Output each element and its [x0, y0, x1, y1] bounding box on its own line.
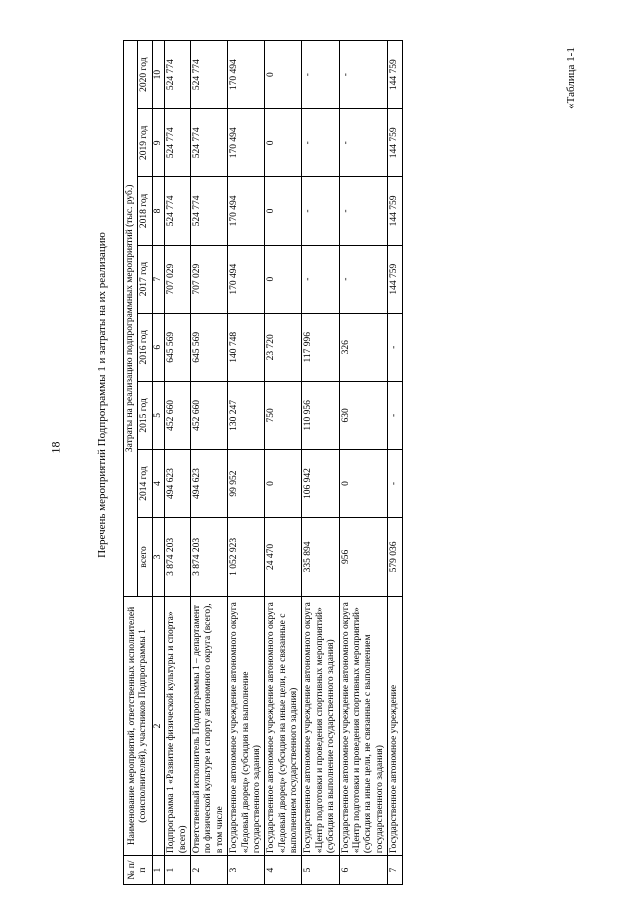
row-number: 1 [165, 856, 191, 885]
header-year: 2016 год [138, 313, 152, 381]
column-number: 8 [152, 177, 164, 245]
row-total: 24 470 [265, 518, 302, 597]
row-value: 170 494 [228, 177, 265, 245]
header-year: 2015 год [138, 381, 152, 449]
header-name: Наименование мероприятий, ответственных исполнителей (соисполнителей), участников Подпрограммы 1 [124, 596, 153, 855]
row-value: 494 623 [190, 449, 227, 517]
column-number: 2 [152, 596, 164, 855]
header-year: 2020 год [138, 41, 152, 109]
column-number: 5 [152, 381, 164, 449]
column-number: 6 [152, 313, 164, 381]
row-value: 645 569 [190, 313, 227, 381]
row-value: 524 774 [190, 41, 227, 109]
row-number: 2 [190, 856, 227, 885]
row-total: 1 052 923 [228, 518, 265, 597]
row-value: - [388, 449, 402, 517]
row-value: 23 720 [265, 313, 302, 381]
row-value: - [388, 381, 402, 449]
row-value: 117 996 [302, 313, 339, 381]
row-value: - [302, 109, 339, 177]
row-name: Государственное автономное учреждение автономного округа «Ледовый дворец» (субсидия на выполнение государственного задания) [228, 596, 265, 855]
row-number: 7 [388, 856, 402, 885]
row-name: Подпрограмма 1 «Развитие физической культуры и спорта» (всего) [165, 596, 191, 855]
row-value: 0 [339, 449, 388, 517]
row-value: 0 [265, 109, 302, 177]
row-value: - [302, 41, 339, 109]
row-value: - [302, 245, 339, 313]
expenses-table [123, 40, 403, 885]
header-costs: Затраты на реализацию подпрограммных мероприятий (тыс. руб.) [124, 41, 138, 597]
header-year: 2014 год [138, 449, 152, 517]
row-value: 707 029 [165, 245, 191, 313]
row-value: 750 [265, 381, 302, 449]
row-value: 110 956 [302, 381, 339, 449]
row-value: 170 494 [228, 41, 265, 109]
row-value: 106 942 [302, 449, 339, 517]
row-value: - [388, 313, 402, 381]
row-value: 524 774 [190, 177, 227, 245]
row-number: 5 [302, 856, 339, 885]
row-number: 6 [339, 856, 388, 885]
row-name: Ответственный исполнитель Подпрограммы 1 – департамент по физической культуре и спорту автономного округа (всего), в том числе [190, 596, 227, 855]
header-no: № п/п [124, 856, 153, 885]
row-number: 4 [265, 856, 302, 885]
row-value: 144 759 [388, 245, 402, 313]
table-row [165, 41, 191, 885]
row-value: 524 774 [165, 41, 191, 109]
row-name: Государственное автономное учреждение автономного округа «Центр подготовки и проведения спортивных мероприятий» (субсидия на выполнение государственного задания) [302, 596, 339, 855]
row-total: 3 874 203 [165, 518, 191, 597]
row-value: 144 759 [388, 41, 402, 109]
header-year: 2018 год [138, 177, 152, 245]
column-number: 3 [152, 518, 164, 597]
table-row [302, 41, 339, 885]
row-value: 144 759 [388, 177, 402, 245]
table-row [339, 41, 388, 885]
row-value: 452 660 [190, 381, 227, 449]
column-number: 9 [152, 109, 164, 177]
row-value: 130 247 [228, 381, 265, 449]
header-year: 2019 год [138, 109, 152, 177]
row-value: - [339, 245, 388, 313]
row-name: Государственное автономное учреждение автономного округа «Центр подготовки и проведения спортивных мероприятий» (субсидия на иные цели, не связанные с выполнением государственного задания) [339, 596, 388, 855]
row-value: 452 660 [165, 381, 191, 449]
row-value: 140 748 [228, 313, 265, 381]
row-total: 335 894 [302, 518, 339, 597]
row-value: 170 494 [228, 109, 265, 177]
table-row [228, 41, 265, 885]
column-number-row [152, 41, 164, 885]
column-number: 7 [152, 245, 164, 313]
page-number: 18 [48, 441, 63, 454]
rotated-table-area [95, 0, 615, 895]
row-value: - [339, 109, 388, 177]
row-value: 630 [339, 381, 388, 449]
header-year: 2017 год [138, 245, 152, 313]
column-number: 4 [152, 449, 164, 517]
table-reference: «Таблица 1-1 [565, 47, 577, 109]
table-row [388, 41, 402, 885]
table-row [265, 41, 302, 885]
row-value: 170 494 [228, 245, 265, 313]
column-number: 10 [152, 41, 164, 109]
row-number: 3 [228, 856, 265, 885]
row-total: 579 036 [388, 518, 402, 597]
row-value: 144 759 [388, 109, 402, 177]
table-row [190, 41, 227, 885]
row-value: - [302, 177, 339, 245]
row-value: 524 774 [190, 109, 227, 177]
header-total: всего [138, 518, 152, 597]
row-name: Государственное автономное учреждение автономного округа «Ледовый дворец» (субсидия на иные цели, не связанные с выполнением государственного задания) [265, 596, 302, 855]
row-value: - [339, 41, 388, 109]
row-total: 3 874 203 [190, 518, 227, 597]
table-title: Перечень мероприятий Подпрограммы 1 и затраты на их реализацию [96, 232, 108, 558]
row-total: 956 [339, 518, 388, 597]
row-name: Государственное автономное учреждение [388, 596, 402, 855]
row-value: 0 [265, 449, 302, 517]
row-value: - [339, 177, 388, 245]
row-value: 707 029 [190, 245, 227, 313]
header-row-1 [124, 41, 138, 885]
row-value: 494 623 [165, 449, 191, 517]
row-value: 524 774 [165, 109, 191, 177]
row-value: 99 952 [228, 449, 265, 517]
row-value: 0 [265, 245, 302, 313]
row-value: 326 [339, 313, 388, 381]
row-value: 0 [265, 41, 302, 109]
row-value: 0 [265, 177, 302, 245]
row-value: 524 774 [165, 177, 191, 245]
row-value: 645 569 [165, 313, 191, 381]
column-number: 1 [152, 856, 164, 885]
